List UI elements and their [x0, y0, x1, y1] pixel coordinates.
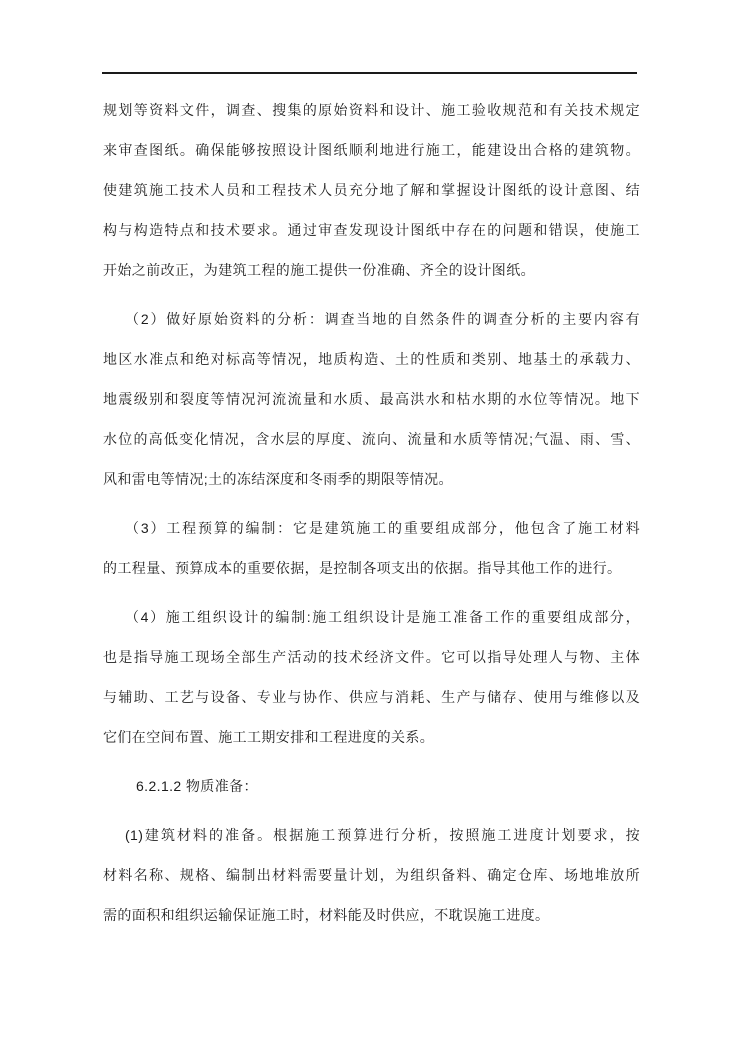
text-line: （2）做好原始资料的分析：调查当地的自然条件的调查分析的主要内容有 — [125, 311, 640, 327]
paragraph — [103, 815, 640, 935]
text-line: 构与构造特点和技术要求。通过审查发现设计图纸中存在的问题和错误，使施工 — [103, 222, 640, 238]
paragraph — [103, 90, 640, 290]
text-line: 与辅助、工艺与设备、专业与协作、供应与消耗、生产与储存、使用与维修以及 — [103, 689, 640, 705]
text-line: 地震级别和裂度等情况河流流量和水质、最高洪水和枯水期的水位等情况。地下 — [103, 391, 640, 407]
text-line: 使建筑施工技术人员和工程技术人员充分地了解和掌握设计图纸的设计意图、结 — [103, 182, 640, 198]
text-line: （3）工程预算的编制：它是建筑施工的重要组成部分，他包含了施工材料 — [125, 520, 640, 536]
paragraph — [103, 299, 640, 499]
paragraph — [103, 597, 640, 757]
text-line: 来审查图纸。确保能够按照设计图纸顺利地进行施工，能建设出合格的建筑物。 — [103, 142, 640, 158]
text-line: 开始之前改正，为建筑工程的施工提供一份准确、齐全的设计图纸。 — [103, 262, 535, 278]
document-content — [103, 90, 640, 935]
paragraph — [103, 508, 640, 588]
text-line: (1)建筑材料的准备。根据施工预算进行分析，按照施工进度计划要求，按 — [125, 827, 640, 843]
section-heading — [103, 766, 640, 806]
text-line: 风和雷电等情况;土的冻结深度和冬雨季的期限等情况。 — [103, 471, 453, 487]
text-line: 规划等资料文件，调查、搜集的原始资料和设计、施工验收规范和有关技术规定 — [103, 102, 640, 118]
text-line: 材料名称、规格、编制出材料需要量计划，为组织备料、确定仓库、场地堆放所 — [103, 867, 640, 883]
text-line: 6.2.1.2 物质准备： — [136, 778, 258, 794]
text-line: （4）施工组织设计的编制:施工组织设计是施工准备工作的重要组成部分， — [125, 609, 640, 625]
text-line: 需的面积和组织运输保证施工时，材料能及时供应，不耽误施工进度。 — [103, 907, 550, 923]
text-line: 也是指导施工现场全部生产活动的技术经济文件。它可以指导处理人与物、主体 — [103, 649, 640, 665]
text-line: 地区水准点和绝对标高等情况，地质构造、土的性质和类别、地基土的承载力、 — [103, 351, 640, 367]
text-line: 它们在空间布置、施工工期安排和工程进度的关系。 — [103, 729, 435, 745]
header-rule — [102, 72, 637, 74]
text-line: 水位的高低变化情况，含水层的厚度、流向、流量和水质等情况;气温、雨、雪、 — [103, 431, 640, 447]
text-line: 的工程量、预算成本的重要依据，是控制各项支出的依据。指导其他工作的进行。 — [103, 560, 622, 576]
